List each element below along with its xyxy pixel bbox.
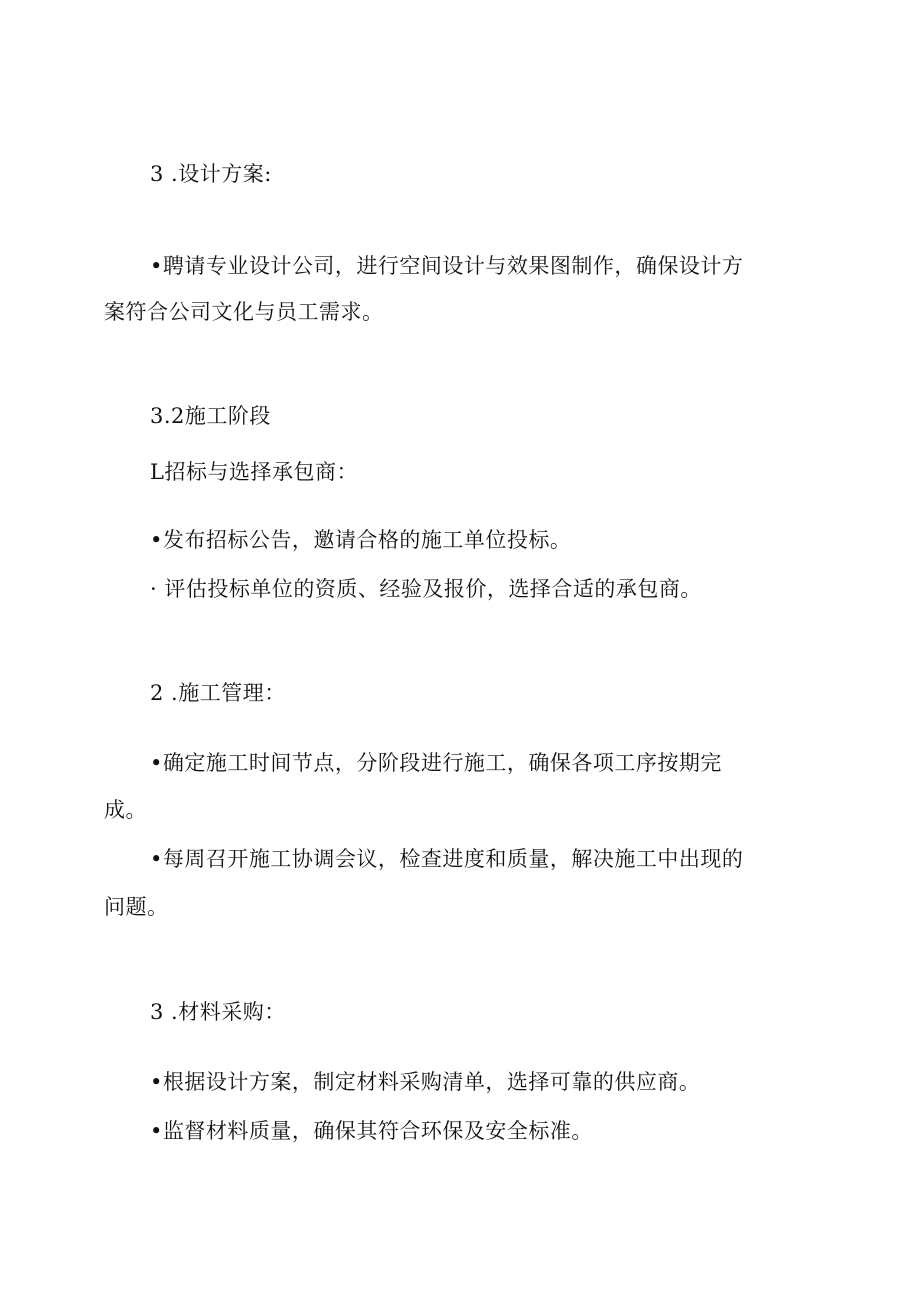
section-heading-construction-management: 2 .施工管理： [150,681,286,705]
paragraph-line: •确定施工时间节点，分阶段进行施工，确保各项工序按期完 [150,751,722,775]
subsection-heading-bidding: L招标与选择承包商： [150,460,358,484]
section-heading-construction-phase: 3.2施工阶段 [150,404,271,428]
paragraph-line: · 评估投标单位的资质、经验及报价，选择合适的承包商。 [150,577,702,601]
paragraph-line-continuation: 成。 [104,798,147,822]
paragraph-line: •每周召开施工协调会议，检查进度和质量，解决施工中出现的 [150,847,744,871]
paragraph-line-continuation: 案符合公司文化与员工需求。 [104,300,384,324]
paragraph-line: •监督材料质量，确保其符合环保及安全标准。 [150,1119,593,1143]
section-heading-material-procurement: 3 .材料采购： [150,1000,286,1024]
paragraph-line: •发布招标公告，邀请合格的施工单位投标。 [150,528,572,552]
paragraph-line-continuation: 问题。 [104,895,169,919]
paragraph-line: •聘请专业设计公司，进行空间设计与效果图制作，确保设计方 [150,254,744,278]
paragraph-line: •根据设计方案，制定材料采购清单，选择可靠的供应商。 [150,1070,701,1094]
section-heading-design-plan: 3 .设计方案: [150,162,272,186]
